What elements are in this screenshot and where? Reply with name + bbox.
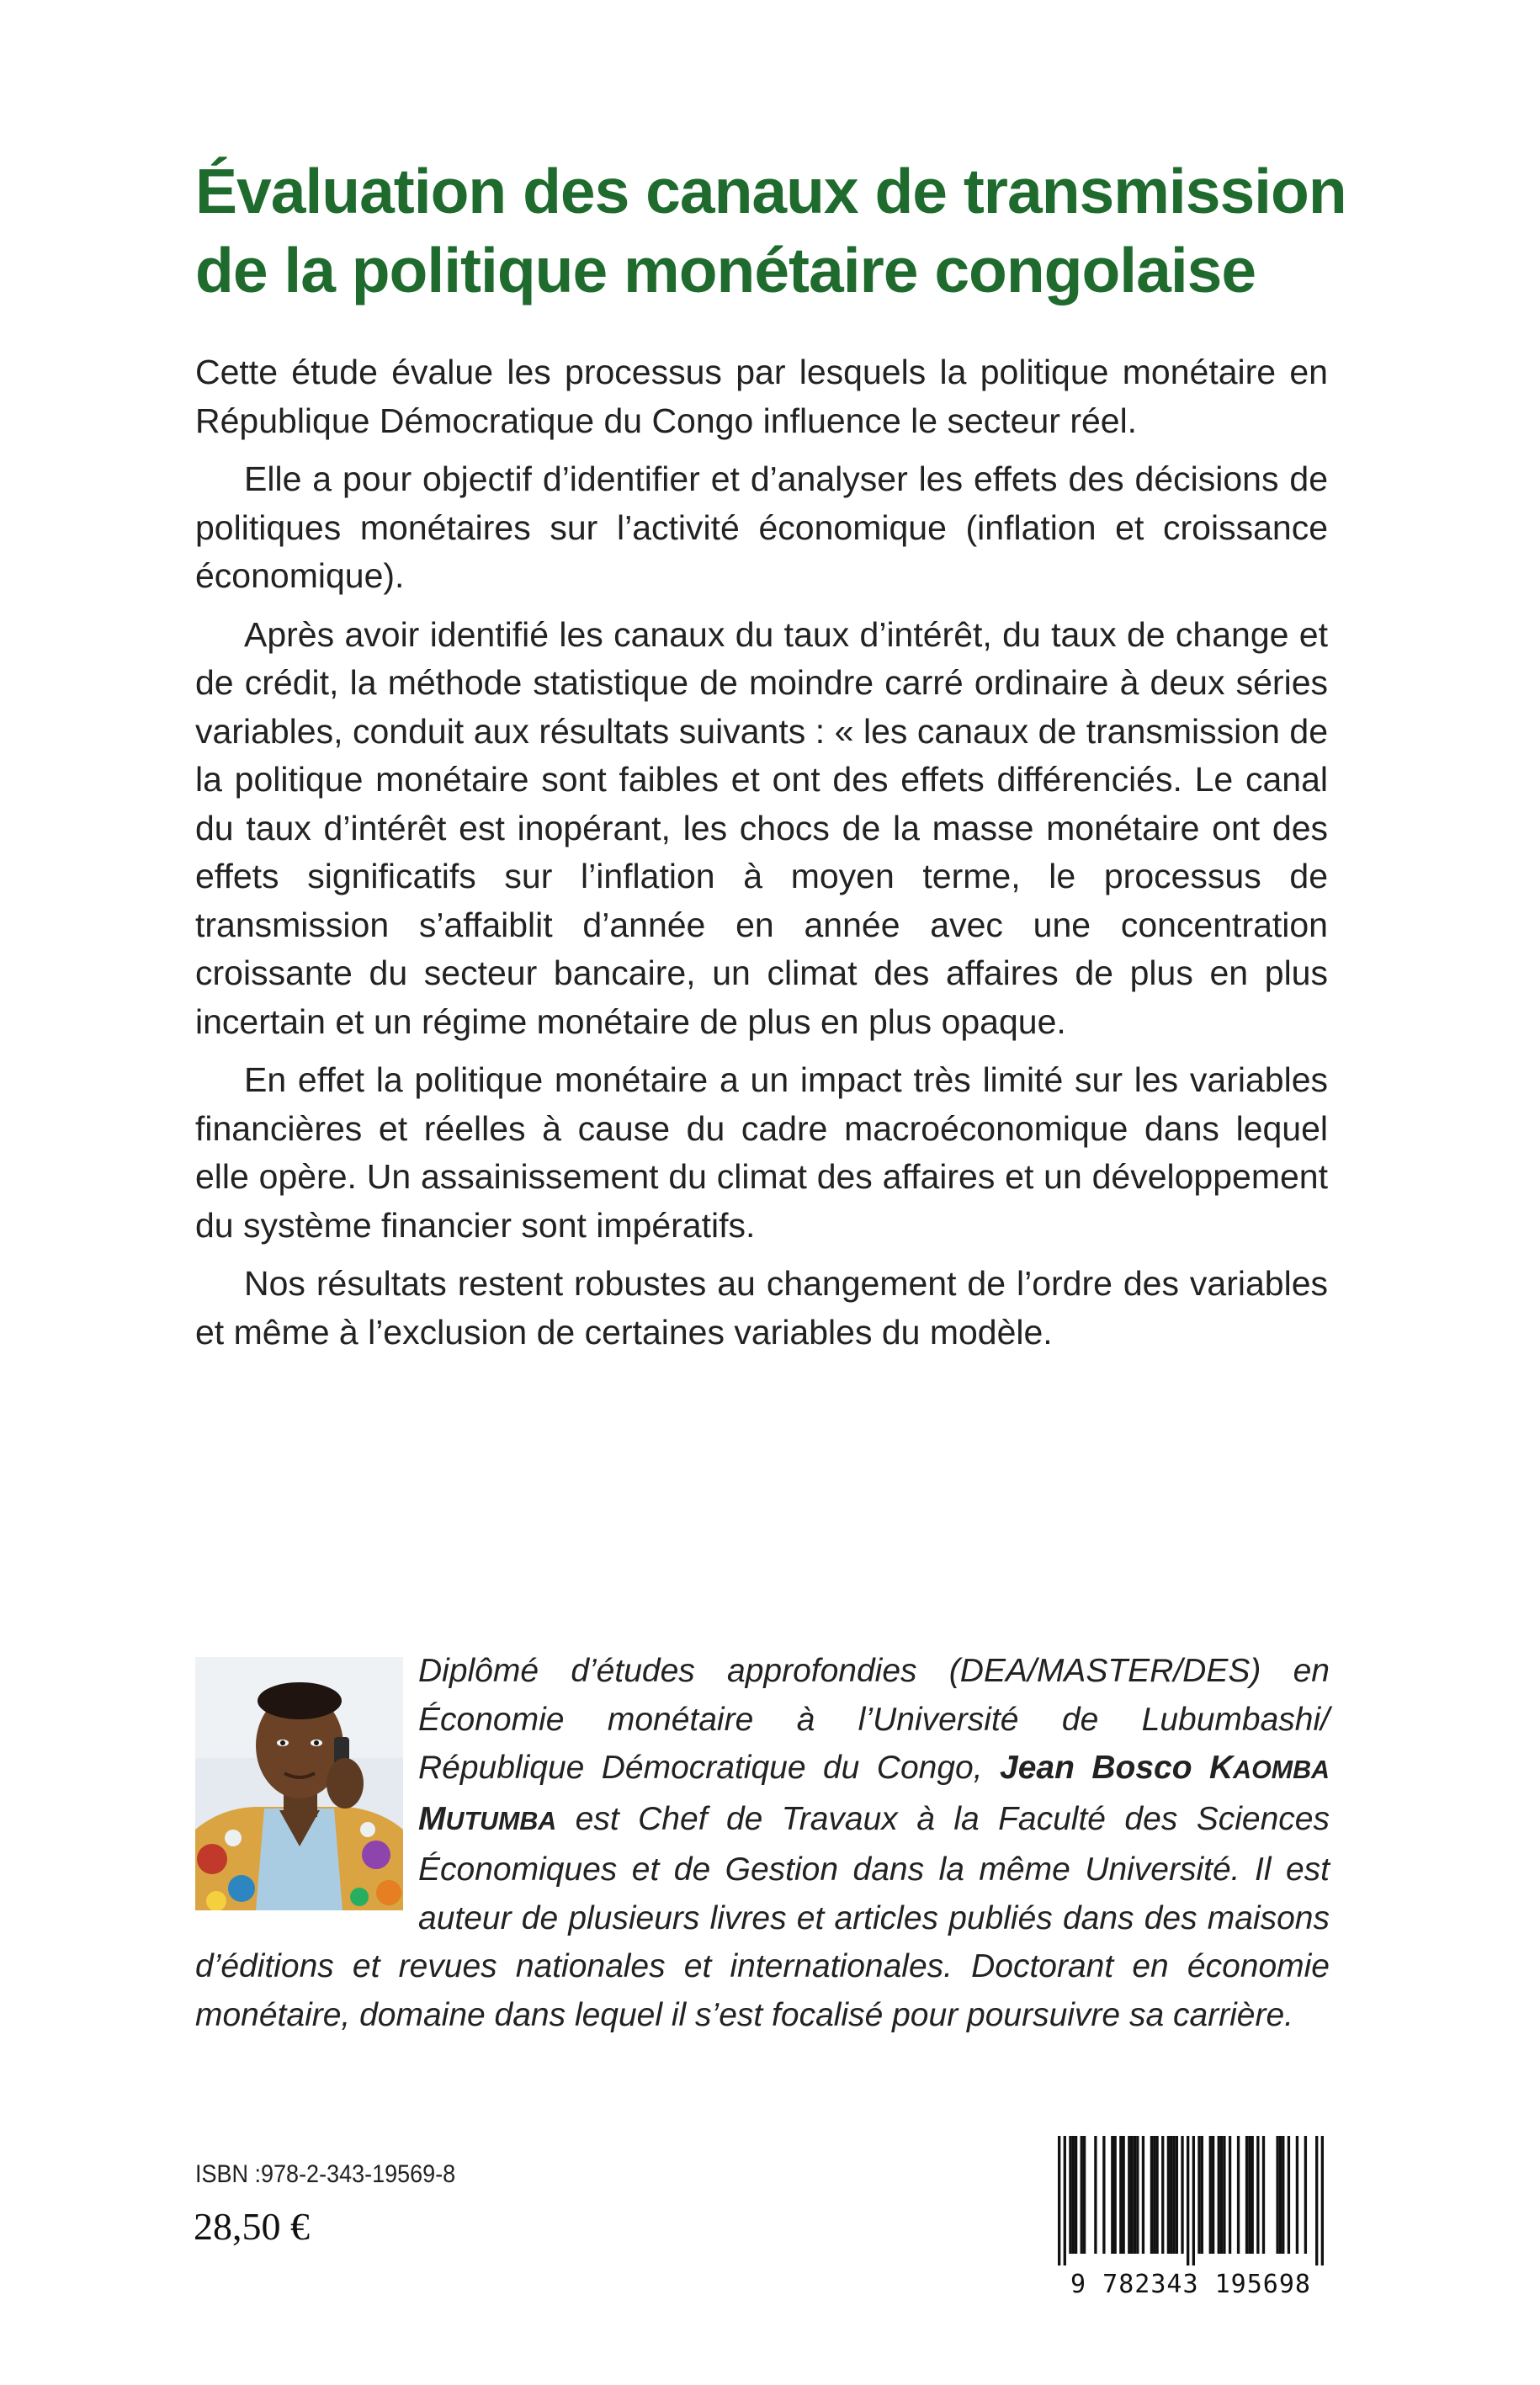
barcode-bar bbox=[1130, 2136, 1133, 2254]
summary-paragraph-3: Après avoir identifié les canaux du taux d’intérêt, du taux de change et de crédit, la méthode statistique de moindre carré ordinaire à deux séries variables, conduit aux résultats suivants : « les canaux de transmission de la politique monétaire sont faibles et ont des effets différenciés. Le canal du taux d’intérêt est inopérant, les chocs de la masse monétaire ont des effets significatifs sur l’inflation à moyen terme, le processus de transmission s’affaiblit d’année en année avec une concentration croissante du secteur bancaire, un climat des affaires de plus en plus incertain et un régime monétaire de plus en plus opaque. bbox=[195, 614, 1328, 1041]
barcode-bar bbox=[1094, 2136, 1097, 2254]
author-second-surname-initial: M bbox=[418, 1800, 446, 1837]
barcode-bar bbox=[1170, 2136, 1172, 2254]
barcode-bar bbox=[1150, 2136, 1153, 2254]
barcode-bar bbox=[1072, 2136, 1075, 2254]
barcode-bars bbox=[1049, 2136, 1332, 2265]
barcode-bar bbox=[1119, 2136, 1122, 2254]
barcode-bar bbox=[1251, 2136, 1254, 2254]
price-label: 28,50 € bbox=[194, 2205, 310, 2248]
barcode-bar bbox=[1161, 2136, 1164, 2254]
barcode-bar bbox=[1296, 2136, 1298, 2254]
barcode-bar bbox=[1172, 2136, 1175, 2254]
barcode-bar bbox=[1167, 2136, 1170, 2254]
barcode-bar bbox=[1262, 2136, 1265, 2254]
book-title-line-2: de la politique monétaire congolaise bbox=[195, 235, 1256, 305]
barcode-bar bbox=[1321, 2136, 1324, 2265]
barcode-bar bbox=[1315, 2136, 1318, 2265]
barcode-bar bbox=[1223, 2136, 1225, 2254]
barcode-bar bbox=[1155, 2136, 1158, 2254]
barcode-bar bbox=[1212, 2136, 1214, 2254]
author-first-names: Jean Bosco bbox=[1000, 1750, 1209, 1786]
barcode-bar bbox=[1245, 2136, 1248, 2254]
barcode-bar bbox=[1229, 2136, 1231, 2254]
barcode-bar bbox=[1102, 2136, 1105, 2254]
isbn-label: ISBN :978-2-343-19569-8 bbox=[195, 2160, 456, 2188]
author-second-surname-rest: UTUMBA bbox=[445, 1806, 557, 1835]
barcode-number: 9 782343 195698 bbox=[1070, 2270, 1311, 2299]
barcode-bar bbox=[1256, 2136, 1259, 2254]
barcode-bar bbox=[1192, 2136, 1195, 2265]
author-surname-rest: AOMBA bbox=[1233, 1756, 1330, 1784]
book-title-line-1: Évaluation des canaux de transmission bbox=[195, 156, 1346, 226]
barcode-bar bbox=[1142, 2136, 1144, 2254]
barcode-bar bbox=[1176, 2136, 1178, 2254]
summary-paragraph-2: Elle a pour objectif d’identifier et d’analyser les effets des décisions de politiques monétaires sur l’activité économique (inflation et croissance économique). bbox=[195, 459, 1328, 595]
summary-text bbox=[195, 348, 1328, 1367]
summary-paragraph-4: En effet la politique monétaire a un impact très limité sur les variables financières et réelles à cause du cadre macroéconomique dans lequel elle opère. Un assainissement du climat des affaires et un développement du système financier sont impératifs. bbox=[195, 1060, 1328, 1245]
barcode-bar bbox=[1181, 2136, 1183, 2254]
summary-paragraph-1: Cette étude évalue les processus par lesquels la politique monétaire en République Démocratique du Congo influence le secteur réel. bbox=[195, 353, 1328, 440]
barcode-bar bbox=[1279, 2136, 1282, 2254]
barcode-bar bbox=[1083, 2136, 1086, 2254]
barcode-bar bbox=[1187, 2136, 1189, 2265]
barcode-bar bbox=[1248, 2136, 1251, 2254]
book-title bbox=[195, 151, 1390, 310]
barcode-bar bbox=[1209, 2136, 1212, 2254]
barcode-bar bbox=[1237, 2136, 1240, 2254]
barcode-bar bbox=[1081, 2136, 1083, 2254]
barcode-bar bbox=[1197, 2136, 1200, 2254]
barcode-bar bbox=[1064, 2136, 1066, 2265]
summary-paragraph-5: Nos résultats restent robustes au changement de l’ordre des variables et même à l’exclusion de certaines variables du modèle. bbox=[195, 1264, 1328, 1352]
barcode-bar bbox=[1304, 2136, 1307, 2254]
barcode-bar bbox=[1128, 2136, 1130, 2254]
author-bio-intro: Diplômé d’études approfondies (DEA/MASTER/DES) en Économie monétaire à l’Université de Lubumbashi/ République Démocratique du Congo, bbox=[418, 1653, 1330, 1786]
barcode-bar bbox=[1136, 2136, 1139, 2254]
barcode-bar bbox=[1201, 2136, 1203, 2254]
barcode-bar bbox=[1114, 2136, 1117, 2254]
barcode-bar bbox=[1276, 2136, 1278, 2254]
barcode-bar bbox=[1134, 2136, 1136, 2254]
barcode-bar bbox=[1288, 2136, 1290, 2254]
barcode-bar bbox=[1218, 2136, 1220, 2254]
barcode-bar bbox=[1111, 2136, 1113, 2254]
barcode-bar bbox=[1282, 2136, 1284, 2254]
author-bio-details: est Chef de Travaux à la Faculté des Sciences Économiques et de Gestion dans la même Université. Il est auteur de plusieurs livres et articles publiés dans des maisons d’éditions et revues nationales et internationales. Doctorant en économie monétaire, domaine dans lequel il s’est focalisé pour poursuivre sa carrière. bbox=[195, 1800, 1330, 2033]
barcode-bar bbox=[1153, 2136, 1155, 2254]
isbn-barcode bbox=[1049, 2136, 1332, 2265]
barcode-bar bbox=[1075, 2136, 1077, 2254]
barcode-bar bbox=[1122, 2136, 1124, 2254]
barcode-bar bbox=[1220, 2136, 1223, 2254]
author-surname-initial: K bbox=[1208, 1750, 1234, 1786]
author-biography bbox=[195, 1647, 1330, 2039]
barcode-bar bbox=[1069, 2136, 1071, 2254]
barcode-bar bbox=[1058, 2136, 1060, 2265]
